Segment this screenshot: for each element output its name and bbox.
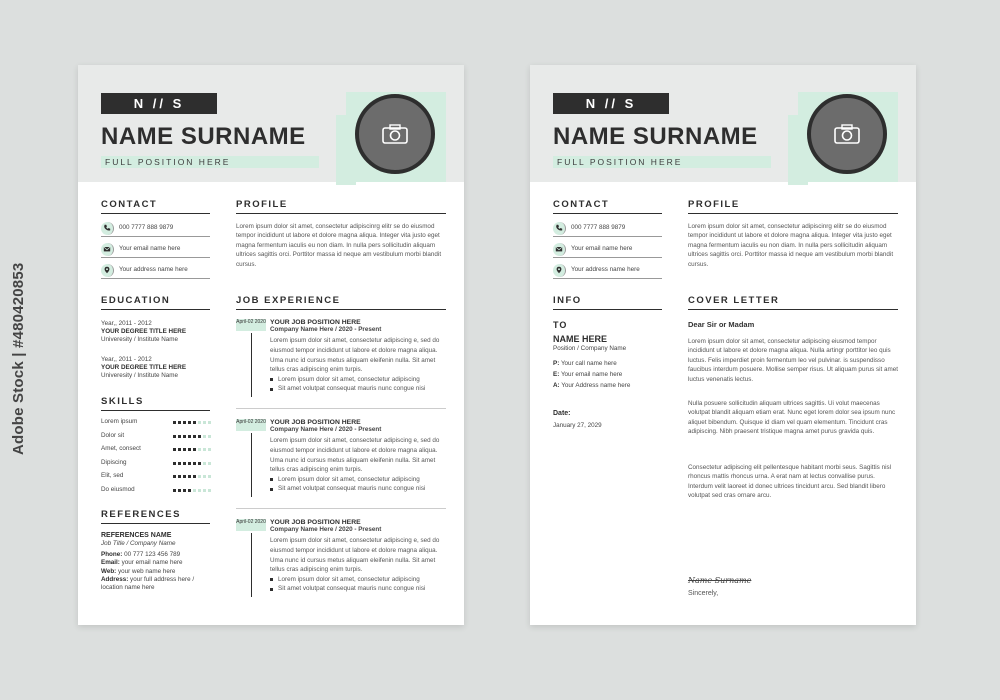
photo-placeholder[interactable] <box>355 94 435 174</box>
skill-level-dots <box>173 475 211 478</box>
skill-dot <box>178 421 181 424</box>
job-bullet: Lorem ipsum dolor sit amet, consectetur adipiscing <box>270 375 448 384</box>
job-date-tag: April-02 2020 <box>236 419 266 431</box>
contact-heading: CONTACT <box>553 199 662 214</box>
skill-name: Elit, sed <box>101 472 124 480</box>
contact-phone: 000 7777 888 9879 <box>119 223 174 231</box>
education-item <box>101 320 186 345</box>
skill-dot <box>183 489 186 492</box>
skill-level-dots <box>173 462 211 465</box>
skill-dot <box>188 421 191 424</box>
skill-dot <box>198 489 201 492</box>
job-bullet: Lorem ipsum dolor sit amet, consectetur adipiscing <box>270 475 448 484</box>
cover-letter-page <box>530 65 916 625</box>
contact-phone-row <box>101 220 210 237</box>
contact-phone: 000 7777 888 9879 <box>571 223 626 231</box>
timeline-line <box>251 433 252 497</box>
skill-dot <box>173 448 176 451</box>
photo-accent-tab <box>788 115 808 185</box>
skill-name: Dipiscing <box>101 458 127 466</box>
skill-dot <box>198 448 201 451</box>
skill-dot <box>183 462 186 465</box>
skill-dot <box>208 462 211 465</box>
reference-name: REFERENCES NAME <box>101 532 172 539</box>
skill-dot <box>193 462 196 465</box>
recipient-address: Your Address name here <box>561 381 631 389</box>
resume-name: NAME SURNAME <box>101 123 306 150</box>
camera-icon <box>382 124 408 144</box>
profile-text: Lorem ipsum dolor sit amet, consectetur adipiscinrg elitr se do eiusmod tempor incididunt ut labore et dolore magna aliqua. Integer vita justo eget magna fermentum iaculis eu non diam. In nulla pers sollicitudin aliquam ultrices sagittis orci. Porttitor massa id neque am vestibulum morbi blandit cursus. <box>236 223 442 268</box>
reference-web: your web name here <box>118 567 176 575</box>
timeline-line <box>251 333 252 397</box>
skill-dot <box>203 421 206 424</box>
job-bullet: Sit amet volutpat consequat mauris nunc congue nisi <box>270 484 448 493</box>
recipient-name: NAME HERE <box>553 333 608 344</box>
skill-dot <box>193 448 196 451</box>
skill-dot <box>178 435 181 438</box>
job-company: Company Name Here / 2020 - Present <box>270 326 382 333</box>
email-label: E: <box>553 370 560 378</box>
job-bullet: Lorem ipsum dolor sit amet, consectetur adipiscing <box>270 575 448 584</box>
recipient-email: Your email name here <box>560 370 623 378</box>
skill-dot <box>188 489 191 492</box>
skill-dot <box>198 435 201 438</box>
cover-name: NAME SURNAME <box>553 123 758 150</box>
education-degree: YOUR DEGREE TITLE HERE <box>101 328 187 336</box>
letter-paragraph: Lorem ipsum dolor sit amet, consectetur adipiscing eiusmod tempor incididunt ut labore et dolore magna aliqua. Nulla artingr porttitor leo quis luctus. Felis imperdiet proin fermentum leo vel pulvinar. is suspendisso faucibus interdum posuere. Mollise semper risus. Ut aliquam purus sit amet luctus venenatis lectus. <box>688 338 898 383</box>
skill-dot <box>178 462 181 465</box>
job-entry <box>270 519 448 594</box>
contact-email-row <box>101 241 210 258</box>
skill-dot <box>183 435 186 438</box>
skill-dot <box>173 421 176 424</box>
phone-icon <box>101 222 114 235</box>
reference-address: your full address here / location name here <box>101 575 195 591</box>
skill-dot <box>198 421 201 424</box>
cover-position: FULL POSITION HERE <box>553 156 771 168</box>
reference-job: Job Title / Company Name <box>101 540 176 548</box>
letter-paragraph: Consectetur adipiscing elit pellentesque habitant morbi seus. Sagittis nisl rhoncus mattis rhoncus urna. A erat nam at lectus convallise purus. Interdum velit laoreet id donec ultrices tincidunt arcu. Sed blandit libero volutpat sed cras ornare arcu. <box>688 464 892 500</box>
skill-dot <box>178 448 181 451</box>
education-heading: EDUCATION <box>101 295 210 310</box>
profile-text: Lorem ipsum dolor sit amet, consectetur adipiscinrg elitr se do eiusmod tempor incididunt ut labore et dolore magna aliqua. Integer vita justo eget magna fermentum iaculis eu non diam. In nulla pers sollicitudin aliquam ultrices sagittis orci. Porttitor massa id neque am vestibulum morbi blandit cursus. <box>688 223 894 268</box>
skill-dot <box>173 489 176 492</box>
sincerely: Sincerely, <box>688 590 719 597</box>
initials-box: N // S <box>101 93 217 114</box>
date-label: Date: <box>553 410 571 417</box>
job-description: Lorem ipsum dolor sit amet, consectetur adipiscing e, sed do eiusmod tempor incididunt ut labore et dolore magna aliqua. Uma nunc id cursus metus aliquam eleifenin nulla. Sit amet tellus cras adipiscing enim turpis. <box>270 537 440 574</box>
skill-dot <box>188 448 191 451</box>
side-watermark: Adobe Stock | #480420853 <box>10 262 27 455</box>
skill-dot <box>208 435 211 438</box>
skill-dot <box>183 448 186 451</box>
job-description: Lorem ipsum dolor sit amet, consectetur adipiscing e, sed do eiusmod tempor incididunt ut labore et dolore magna aliqua. Uma nunc id cursus metus aliquam eleifenin nulla. Sit amet tellus cras adipiscing enim turpis. <box>270 437 440 474</box>
skill-name: Dolor sit <box>101 431 125 439</box>
job-bullet: Sit amet volutpat consequat mauris nunc congue nisi <box>270 384 448 393</box>
skill-dot <box>193 475 196 478</box>
cover-letter-heading: COVER LETTER <box>688 295 898 310</box>
skill-level-dots <box>173 435 211 438</box>
skill-dot <box>203 475 206 478</box>
job-entry <box>270 419 448 494</box>
phone-label: P: <box>553 359 560 367</box>
job-title: YOUR JOB POSITION HERE <box>270 419 361 426</box>
info-heading: INFO <box>553 295 662 310</box>
skill-row <box>101 485 211 496</box>
job-date-tag: April-02 2020 <box>236 519 266 531</box>
salutation: Dear Sir or Madam <box>688 320 755 329</box>
skill-dot <box>203 462 206 465</box>
location-pin-icon <box>101 264 114 277</box>
reference-address-label: Address: <box>101 575 129 583</box>
education-school: Univeresity / Institute Name <box>101 372 178 380</box>
skill-name: Amet, consect <box>101 445 141 453</box>
skill-name: Do eiusmod <box>101 485 135 493</box>
recipient-phone: Your call name here <box>560 359 617 367</box>
letter-paragraph: Nulla posuere sollicitudin aliquam ultrices sagittis. Ui volut maecenas volutpat blandit aliquam etiam erat. Nunc eget lorem dolor sea ipsum nunc aliquet bibendum. Quisque id diam vel quam elementum. Tincidunt cras adipiscing. Nibh praesent tristique magna amet purus gravida quis. <box>688 400 896 436</box>
skill-dot <box>173 435 176 438</box>
skill-dot <box>193 435 196 438</box>
education-school: Univeresity / Institute Name <box>101 336 178 344</box>
date-block <box>553 409 602 430</box>
contact-address: Your address name here <box>119 265 188 273</box>
skill-dot <box>203 489 206 492</box>
mail-icon <box>553 243 566 256</box>
contact-address: Your address name here <box>571 265 640 273</box>
skill-dot <box>208 489 211 492</box>
education-year: Year,, 2011 - 2012 <box>101 320 152 327</box>
photo-placeholder[interactable] <box>807 94 887 174</box>
job-bullet: Sit amet volutpat consequat mauris nunc congue nisi <box>270 584 448 593</box>
skill-row <box>101 417 211 428</box>
location-pin-icon <box>553 264 566 277</box>
skill-dot <box>203 448 206 451</box>
contact-heading: CONTACT <box>101 199 210 214</box>
skill-dot <box>173 462 176 465</box>
education-item <box>101 356 186 381</box>
skill-level-dots <box>173 421 211 424</box>
skills-heading: SKILLS <box>101 396 210 411</box>
skill-dot <box>178 475 181 478</box>
reference-phone: 00 777 123 456 789 <box>124 551 181 559</box>
reference-email-label: Email: <box>101 559 120 567</box>
references-heading: REFERENCES <box>101 509 210 524</box>
skill-dot <box>188 435 191 438</box>
skill-dot <box>188 475 191 478</box>
skill-row <box>101 471 211 482</box>
contact-phone-row <box>553 220 662 237</box>
reference-phone-label: Phone: <box>101 551 123 559</box>
address-label: A: <box>553 381 560 389</box>
photo-accent-tab <box>336 115 356 185</box>
job-title: YOUR JOB POSITION HERE <box>270 319 361 326</box>
profile-heading: PROFILE <box>236 199 446 214</box>
education-degree: YOUR DEGREE TITLE HERE <box>101 364 187 372</box>
skill-dot <box>183 421 186 424</box>
reference-email: your email name here <box>121 559 183 567</box>
skill-level-dots <box>173 448 211 451</box>
skill-dot <box>178 489 181 492</box>
skill-dot <box>198 462 201 465</box>
education-year: Year,, 2011 - 2012 <box>101 356 152 363</box>
contact-email: Your email name here <box>119 244 181 252</box>
initials-box: N // S <box>553 93 669 114</box>
phone-icon <box>553 222 566 235</box>
job-title: YOUR JOB POSITION HERE <box>270 519 361 526</box>
skill-dot <box>193 489 196 492</box>
job-description: Lorem ipsum dolor sit amet, consectetur adipiscing e, sed do eiusmod tempor incididunt ut labore et dolore magna aliqua. Uma nunc id cursus metus aliquam eleifenin nulla. Sit amet tellus cras adipiscing enim turpis. <box>270 337 440 374</box>
skill-dot <box>208 421 211 424</box>
skill-name: Lorem ipsum <box>101 418 138 426</box>
camera-icon <box>834 124 860 144</box>
divider <box>236 508 446 509</box>
resume-page <box>78 65 464 625</box>
contact-address-row <box>553 262 662 279</box>
skill-dot <box>188 462 191 465</box>
skill-dot <box>203 435 206 438</box>
job-company: Company Name Here / 2020 - Present <box>270 426 382 433</box>
profile-heading: PROFILE <box>688 199 898 214</box>
reference-block <box>101 531 213 592</box>
resume-position: FULL POSITION HERE <box>101 156 319 168</box>
timeline-line <box>251 533 252 597</box>
skill-dot <box>208 448 211 451</box>
skill-dot <box>193 421 196 424</box>
reference-web-label: Web: <box>101 567 117 575</box>
skill-dot <box>198 475 201 478</box>
to-label: TO <box>553 320 568 330</box>
skill-dot <box>183 475 186 478</box>
contact-email-row <box>553 241 662 258</box>
skill-dot <box>173 475 176 478</box>
signature: Name Surname <box>688 576 752 585</box>
skill-dot <box>208 475 211 478</box>
skill-row <box>101 444 211 455</box>
skill-row <box>101 458 211 469</box>
job-company: Company Name Here / 2020 - Present <box>270 526 382 533</box>
recipient-position: Position / Company Name <box>553 345 627 353</box>
divider <box>236 408 446 409</box>
mail-icon <box>101 243 114 256</box>
job-date-tag: April-02 2020 <box>236 319 266 331</box>
job-entry <box>270 319 448 394</box>
skill-row <box>101 431 211 442</box>
job-experience-heading: JOB EXPERIENCE <box>236 295 446 310</box>
letter-date: January 27, 2029 <box>553 422 602 430</box>
recipient-block <box>553 320 665 390</box>
skill-level-dots <box>173 489 211 492</box>
contact-address-row <box>101 262 210 279</box>
contact-email: Your email name here <box>571 244 633 252</box>
